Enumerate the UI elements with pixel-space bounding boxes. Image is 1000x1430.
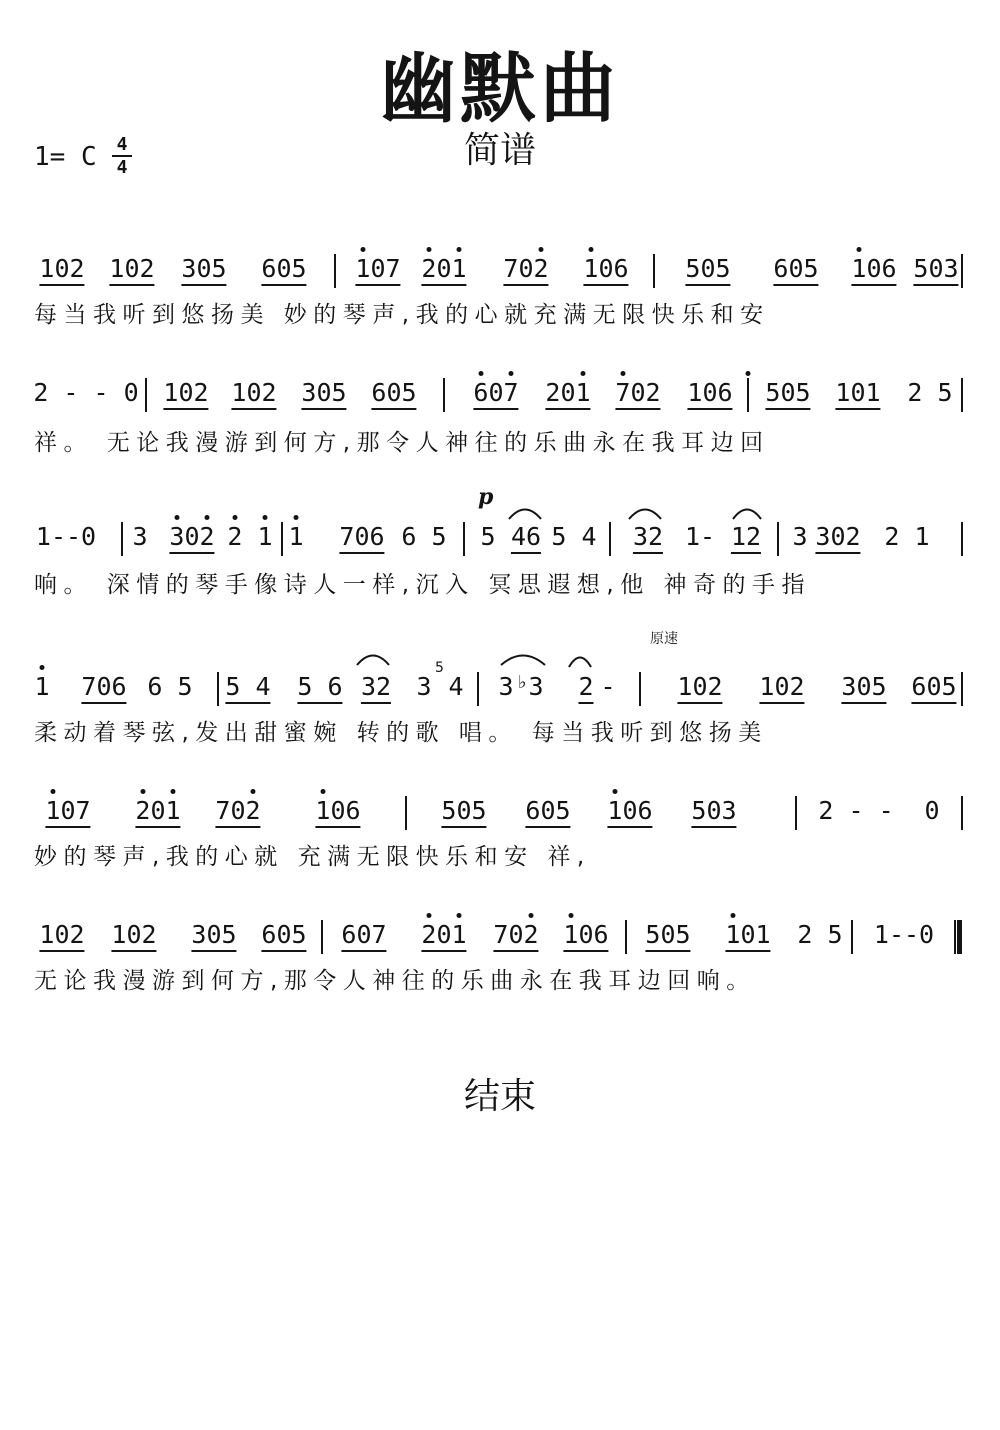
note-group-text: 302 <box>815 522 860 554</box>
note-group: 5 <box>480 522 496 551</box>
note-group <box>163 376 208 410</box>
octave-dot <box>620 371 625 376</box>
note-group-text: 101 <box>835 378 880 410</box>
note-group <box>685 252 730 286</box>
note-group-text: 305 <box>181 254 226 286</box>
lyrics-row <box>0 296 1000 326</box>
lyrics-text: 无论我漫游到何方,那令人神往的乐曲永在我耳边回响。 <box>34 968 756 994</box>
note-group-text: 102 <box>231 378 276 410</box>
note-group <box>473 376 518 410</box>
note-group: 1 <box>288 522 304 551</box>
slur-arc <box>628 506 662 520</box>
notation-row <box>0 794 1000 834</box>
note-group: 2 5 <box>797 920 843 949</box>
note-group-text: 706 <box>81 672 126 704</box>
note-group-text: 605 <box>261 254 306 286</box>
note-group-text: 5 6 <box>297 672 342 704</box>
time-signature-top: 4 <box>116 134 128 155</box>
octave-dot <box>509 371 514 376</box>
note-group <box>633 520 663 554</box>
note-group <box>691 794 736 828</box>
note-group: 3 <box>132 522 148 551</box>
note-group <box>421 252 466 286</box>
note-group: 2 1 <box>884 522 930 551</box>
note-group <box>731 520 761 554</box>
notation-row <box>0 376 1000 416</box>
note-group: 5 4 <box>551 522 597 551</box>
slur-arc <box>500 652 546 666</box>
barline <box>961 796 963 830</box>
barline <box>145 378 147 412</box>
barline <box>961 378 963 412</box>
note-group <box>371 376 416 410</box>
octave-dot <box>426 913 431 918</box>
note-group <box>355 252 400 286</box>
note-group <box>841 670 886 704</box>
octave-dot <box>856 247 861 252</box>
note-group-text: 702 <box>215 796 260 828</box>
note-group <box>109 252 154 286</box>
barline <box>961 672 963 706</box>
note-group <box>441 794 486 828</box>
note-group-text: 102 <box>111 920 156 952</box>
barline <box>609 522 611 556</box>
note-group <box>615 376 660 410</box>
note-group <box>913 252 958 286</box>
final-barline <box>954 920 962 954</box>
note-group-text: 305 <box>841 672 886 704</box>
barline <box>334 254 336 288</box>
note-group: 4 <box>448 672 464 701</box>
barline <box>121 522 123 556</box>
note-group <box>111 918 156 952</box>
note-group-text: 605 <box>525 796 570 828</box>
barline <box>463 522 465 556</box>
barline <box>477 672 479 706</box>
note-group <box>835 376 880 410</box>
note-group-text: 702 <box>503 254 548 286</box>
barline <box>777 522 779 556</box>
note-group <box>607 794 652 828</box>
note-group-text: 302 <box>169 522 214 554</box>
note-group <box>511 520 541 554</box>
lyrics-text: 响。 深情的琴手像诗人一样,沉入 冥思遐想,他 神奇的手指 <box>34 572 812 598</box>
lyrics-row <box>0 838 1000 868</box>
octave-dot <box>40 665 45 670</box>
octave-dot <box>612 789 617 794</box>
note-group-text: 503 <box>913 254 958 286</box>
note-group-text: 607 <box>341 920 386 952</box>
tempo-mark: 原速 <box>650 631 678 647</box>
note-group-text: 101 <box>725 920 770 952</box>
note-group-text: 2 <box>578 672 593 704</box>
note-group-text: 605 <box>911 672 956 704</box>
octave-dot <box>746 371 751 376</box>
note-group <box>493 918 538 952</box>
note-group-text: 106 <box>851 254 896 286</box>
slur-arc <box>508 506 542 520</box>
note-group <box>421 918 466 952</box>
octave-dot <box>588 247 593 252</box>
note-group-text: 102 <box>109 254 154 286</box>
note-group <box>503 252 548 286</box>
note-group-text: 702 <box>493 920 538 952</box>
notation-row <box>0 918 1000 958</box>
note-group <box>361 670 391 704</box>
note-group-text: 46 <box>511 522 541 554</box>
slur-arc <box>732 506 762 520</box>
note-group: 0 <box>924 796 940 825</box>
note-group: 2 1 <box>227 522 273 551</box>
barline <box>405 796 407 830</box>
note-group <box>45 794 90 828</box>
barline <box>625 920 627 954</box>
note-group: 1- <box>684 522 716 551</box>
barline <box>281 522 283 556</box>
lyrics-text: 每当我听到悠扬美 妙的琴声,我的心就充满无限快乐和安 <box>34 302 770 328</box>
note-group-text: 305 <box>191 920 236 952</box>
note-group: 2 5 <box>907 378 953 407</box>
note-group <box>545 376 590 410</box>
note-group-text: 12 <box>731 522 761 554</box>
octave-dot <box>478 371 483 376</box>
song-title: 幽默曲 <box>380 44 620 133</box>
note-group <box>181 252 226 286</box>
time-signature <box>112 135 132 177</box>
note-group: - <box>600 672 616 701</box>
slur-arc <box>568 654 592 668</box>
octave-dot <box>174 515 179 520</box>
note-group-text: 505 <box>441 796 486 828</box>
note-group-text: 503 <box>691 796 736 828</box>
note-group <box>578 670 593 704</box>
note-group-text: 102 <box>39 920 84 952</box>
note-group-text: 201 <box>421 254 466 286</box>
score-subtitle: 简谱 <box>463 130 536 171</box>
octave-dot <box>50 789 55 794</box>
note-group <box>231 376 276 410</box>
note-group <box>261 918 306 952</box>
note-group <box>81 670 126 704</box>
note-group <box>225 670 270 704</box>
octave-dot <box>529 913 534 918</box>
note-group <box>765 376 810 410</box>
note-group <box>773 252 818 286</box>
note-group <box>169 520 214 554</box>
slur-arc <box>356 652 390 666</box>
note-group <box>315 794 360 828</box>
octave-dot <box>457 247 462 252</box>
note-group-text: 106 <box>563 920 608 952</box>
note-group: 1--0 <box>35 522 97 551</box>
note-group: 1 <box>34 672 50 701</box>
note-group: 3 <box>416 672 432 701</box>
lyrics-text: 柔动着琴弦,发出甜蜜婉 转的歌 唱。 每当我听到悠扬美 <box>34 720 768 746</box>
note-group <box>191 918 236 952</box>
note-group <box>563 918 608 952</box>
note-group-text: 102 <box>677 672 722 704</box>
octave-dot <box>320 789 325 794</box>
note-group <box>341 918 386 952</box>
note-group: 3 <box>498 672 514 701</box>
note-group <box>301 376 346 410</box>
lyrics-text: 妙的琴声,我的心就 充满无限快乐和安 祥, <box>34 844 591 870</box>
note-group <box>677 670 722 704</box>
time-signature-bottom: 4 <box>116 157 128 178</box>
note-group-text: 702 <box>615 378 660 410</box>
note-group-text: 706 <box>339 522 384 554</box>
key-signature: 1= C <box>34 142 97 172</box>
note-group: 3 <box>792 522 808 551</box>
octave-dot <box>232 515 237 520</box>
note-group-text: 106 <box>687 378 732 410</box>
note-group <box>215 794 260 828</box>
note-group: 2 - - <box>818 796 894 825</box>
note-group-text: 32 <box>361 672 391 704</box>
octave-dot <box>581 371 586 376</box>
note-group: 6 5 <box>401 522 447 551</box>
note-group <box>645 918 690 952</box>
note-group <box>911 670 956 704</box>
note-group <box>725 918 770 952</box>
note-group-text: 201 <box>545 378 590 410</box>
note-group <box>39 252 84 286</box>
octave-dot <box>426 247 431 252</box>
note-group <box>339 520 384 554</box>
lyrics-row <box>0 714 1000 744</box>
note-group-text: 605 <box>773 254 818 286</box>
grace-note: 5 <box>435 660 444 676</box>
note-group-text: 106 <box>315 796 360 828</box>
barline <box>321 920 323 954</box>
note-group-text: 106 <box>607 796 652 828</box>
note-group-text: 607 <box>473 378 518 410</box>
lyrics-text: 祥。 无论我漫游到何方,那令人神往的乐曲永在我耳边回 <box>34 430 770 456</box>
note-group-text: 505 <box>765 378 810 410</box>
note-group-text: 102 <box>39 254 84 286</box>
note-group-text: 605 <box>371 378 416 410</box>
note-group <box>851 252 896 286</box>
octave-dot <box>251 789 256 794</box>
barline <box>217 672 219 706</box>
note-group-text: 505 <box>685 254 730 286</box>
note-group <box>583 252 628 286</box>
note-group <box>815 520 860 554</box>
lyrics-row <box>0 566 1000 596</box>
barline <box>851 920 853 954</box>
note-group: 1--0 <box>873 920 935 949</box>
notation-row <box>0 520 1000 560</box>
note-group <box>135 794 180 828</box>
note-group <box>687 376 732 410</box>
barline <box>961 254 963 288</box>
barline <box>639 672 641 706</box>
octave-dot <box>730 913 735 918</box>
note-group-text: 102 <box>163 378 208 410</box>
octave-dot <box>539 247 544 252</box>
note-group-text: 106 <box>583 254 628 286</box>
octave-dot <box>205 515 210 520</box>
notation-row <box>0 252 1000 292</box>
lyrics-row <box>0 962 1000 992</box>
barline <box>443 378 445 412</box>
note-group-text: 201 <box>421 920 466 952</box>
note-group <box>297 670 342 704</box>
note-group-text: 605 <box>261 920 306 952</box>
barline <box>653 254 655 288</box>
ending-label: 结束 <box>463 1076 536 1117</box>
note-group: 3 <box>528 672 544 701</box>
note-group-text: 305 <box>301 378 346 410</box>
note-group <box>525 794 570 828</box>
octave-dot <box>171 789 176 794</box>
note-group-text: 201 <box>135 796 180 828</box>
barline <box>961 522 963 556</box>
note-group-text: 505 <box>645 920 690 952</box>
octave-dot <box>457 913 462 918</box>
barline <box>795 796 797 830</box>
notation-row <box>0 670 1000 710</box>
note-group-text: 107 <box>45 796 90 828</box>
octave-dot <box>360 247 365 252</box>
barline <box>747 378 749 412</box>
note-group-text: 102 <box>759 672 804 704</box>
note-group: 6 5 <box>147 672 193 701</box>
octave-dot <box>568 913 573 918</box>
flat-sign: ♭ <box>518 672 527 693</box>
octave-dot <box>294 515 299 520</box>
note-group <box>261 252 306 286</box>
note-group-text: 32 <box>633 522 663 554</box>
lyrics-row <box>0 424 1000 454</box>
note-group: 2 - - 0 <box>33 378 139 407</box>
note-group-text: 5 4 <box>225 672 270 704</box>
note-group <box>39 918 84 952</box>
note-group <box>759 670 804 704</box>
octave-dot <box>263 515 268 520</box>
dynamic-piano-mark: p <box>478 484 494 510</box>
octave-dot <box>140 789 145 794</box>
note-group-text: 107 <box>355 254 400 286</box>
